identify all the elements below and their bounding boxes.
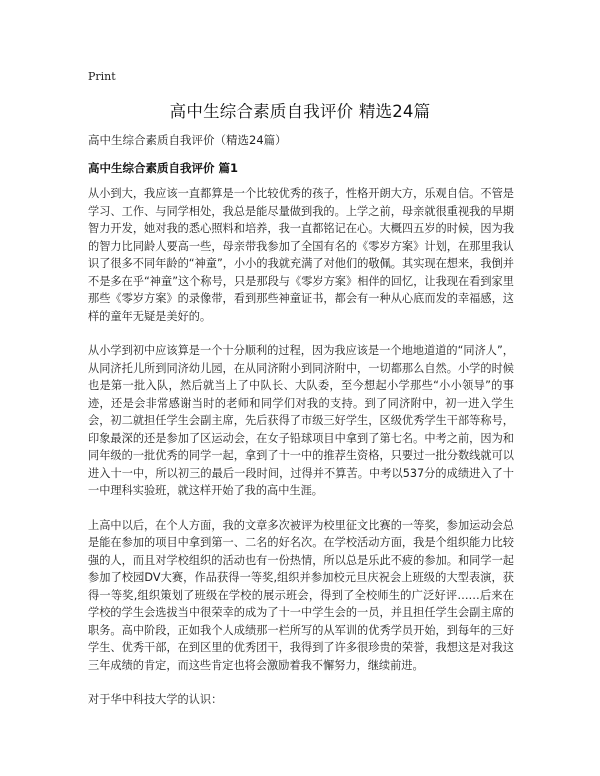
section-heading: 高中生综合素质自我评价 篇1 [88, 161, 239, 175]
print-label: Print [88, 70, 116, 83]
page-title: 高中生综合素质自我评价 精选24篇 [169, 102, 431, 121]
closing-line: 对于华中科技大学的认识： [88, 693, 223, 706]
document-subtitle: 高中生综合素质自我评价（精选24篇） [88, 133, 287, 147]
document-body [88, 185, 514, 709]
paragraph: 从小学到初中应该算是一个十分顺利的过程，因为我应该是一个地地道道的“同济人”，从同济托儿所到同济幼儿园，在从同济附小到同济附中，一切都那么自然。小学的时候也是第一批入队，然后就当上了中队长、大队委，至今想起小学那些“小小领导”的事迹，还是会非常感谢当时的老师和同学们对我的支持。到了同济附中，初一进入学生会，初二就担任学生会副主席，先后获得了市级三好学生，区级优秀学生干部等称号，印象最深的还是参加了区运动会，在女子铅球项目中拿到了第七名。中考之前，因为和同年级的一批优秀的同学一起，拿到了十一中的推荐生资格，只要过一批分数线就可以进入十一中，所以初三的最后一段时间，过得并不算苦。中考以537分的成绩进入了十一中理科实验班，就这样开始了我的高中生涯。 [88, 344, 514, 497]
paragraph: 从小到大，我应该一直都算是一个比较优秀的孩子，性格开朗大方，乐观自信。不管是学习、工作、与同学相处，我总是能尽量做到我的。上学之前，母亲就很重视我的早期智力开发，她对我的悉心照料和培养，我一直都铭记在心。大概四五岁的时候，因为我的智力比同龄人要高一些，母亲带我参加了全国有名的《零岁方案》计划，在那里我认识了很多不同年龄的“神童”，小小的我就充满了对他们的敬佩。其实现在想来，我倒并不是多在乎“神童”这个称号，只是那段与《零岁方案》相伴的回忆，让我现在看到家里那些《零岁方案》的录像带，看到那些神童证书，都会有一种从心底而发的幸福感，这样的童年无疑是美好的。 [88, 187, 514, 323]
paragraph: 上高中以后，在个人方面，我的文章多次被评为校里征文比赛的一等奖，参加运动会总是能在参加的项目中拿到第一、二名的好名次。在学校活动方面，我是个组织能力比较强的人，而且对学校组织的活动也有一份热情，所以总是乐此不疲的参加。和同学一起参加了校园DV大赛，作品获得一等奖,组织并参加校元旦庆祝会上班级的大型表演，获得一等奖,组织策划了班级在学校的展示班会，得到了全校师生的广泛好评……后来在学校的学生会选拔当中很荣幸的成为了十一中学生会的一员，并且担任学生会副主席的职务。高中阶段，正如我个人成绩那一栏所写的从军训的优秀学员开始，到每年的三好学生、优秀干部，在到区里的优秀团干，我得到了许多很珍贵的荣誉，我想这是对我这三年成绩的肯定，而这些肯定也将会激励着我不懈努力，继续前进。 [88, 518, 514, 672]
